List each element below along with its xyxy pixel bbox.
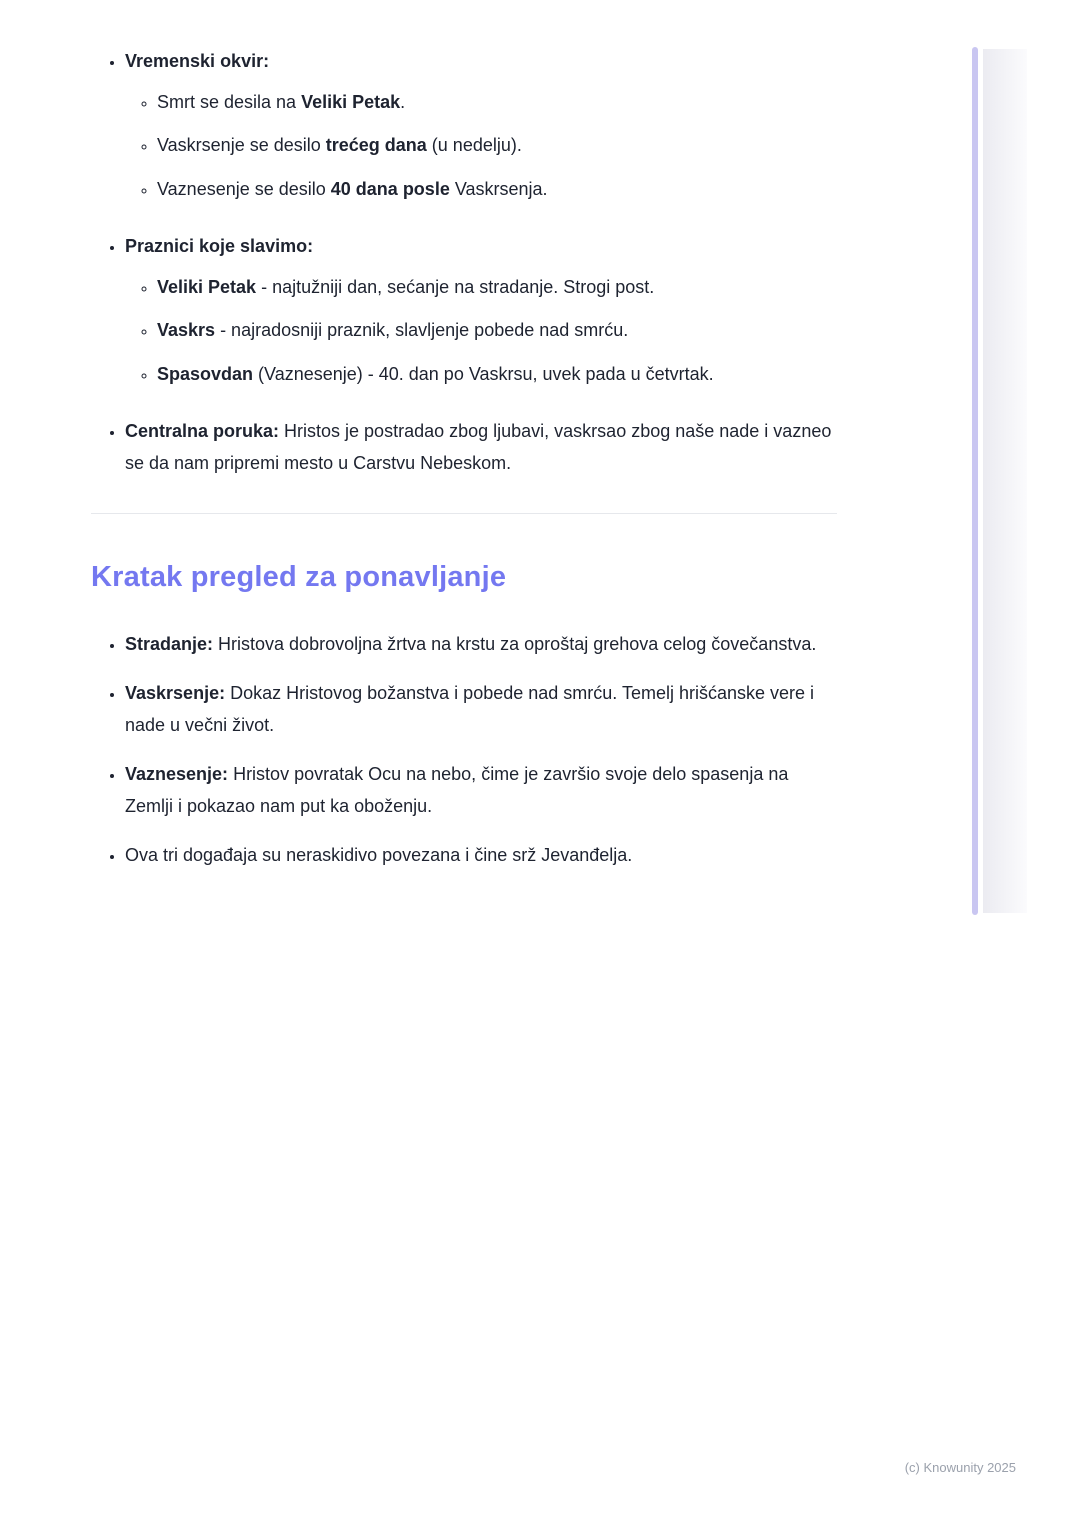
text-run: Vaznesenje se desilo — [157, 178, 331, 199]
text-run: Dokaz Hristovog božanstva i pobede nad smrću. Temelj hrišćanske vere i nade u večni život. — [125, 683, 815, 735]
text-run: - najradosniji praznik, slavljenje pobede nad smrću. — [215, 320, 629, 340]
text-run: Vaskrsenja. — [449, 178, 548, 199]
list-item — [157, 174, 837, 206]
list-item-vremenski — [125, 46, 837, 205]
document-content — [91, 46, 837, 890]
text-run: - najtužniji dan, sećanje na stradanje. Strogi post. — [256, 276, 655, 297]
text-run: . — [400, 91, 406, 112]
list-item-label: Praznici koje slavimo: — [125, 236, 314, 256]
praznici-sublist — [125, 272, 837, 391]
text-run: Ova tri događaja su neraskidivo povezana i čine srž Jevanđelja. — [125, 845, 633, 866]
text-run-bold: Vaskrsenje: — [125, 683, 226, 704]
list-item — [157, 130, 837, 162]
text-run-bold: Veliki Petak — [157, 276, 257, 297]
text-run: Hristova dobrovoljna žrtva na krstu za oproštaj grehova celog čovečanstva. — [213, 633, 817, 654]
copyright-text: (c) Knowunity 2025 — [904, 1460, 1016, 1475]
text-run-bold: Vaznesenje: — [125, 764, 229, 785]
scroll-indicator[interactable] — [972, 47, 978, 915]
text-run: Hristos je postradao zbog ljubavi, vaskrsao zbog naše nade i vazneo se da nam pripremi mesto u Carstvu Nebeskom. — [125, 421, 832, 473]
outline-list — [91, 46, 837, 479]
list-item — [157, 272, 837, 304]
list-item-label: Vremenski okvir: — [125, 51, 270, 71]
text-run-bold: Spasovdan — [157, 363, 254, 384]
text-run: Smrt se desila na — [157, 91, 302, 112]
text-run-bold: trećeg dana — [325, 135, 427, 155]
section-divider — [91, 513, 837, 514]
review-section-heading: Kratak pregled za ponavljanje — [91, 561, 507, 593]
text-run: Vaskrsenje se desilo — [157, 135, 326, 155]
text-run-bold: Veliki Petak — [301, 91, 401, 112]
list-item — [157, 315, 837, 347]
list-item — [125, 629, 837, 661]
text-run-bold: Vaskrs — [157, 320, 216, 340]
list-item — [125, 840, 837, 872]
list-item — [125, 759, 837, 822]
list-item — [157, 87, 837, 119]
list-item-praznici — [125, 231, 837, 390]
text-run-bold: Stradanje: — [125, 633, 214, 654]
page-side-column[interactable] — [983, 49, 1027, 913]
vremenski-sublist — [125, 87, 837, 206]
text-run-bold: 40 dana posle — [330, 178, 450, 199]
text-run: (u nedelju). — [426, 135, 522, 155]
review-list — [91, 629, 837, 872]
list-item-centralna-poruka — [125, 416, 837, 479]
list-item — [125, 678, 837, 741]
text-run: (Vaznesenje) - 40. dan po Vaskrsu, uvek pada u četvrtak. — [253, 363, 714, 384]
list-item — [157, 359, 837, 391]
text-run: Hristov povratak Ocu na nebo, čime je završio svoje delo spasenja na Zemlji i pokazao nam put ka oboženju. — [125, 764, 789, 816]
text-run-bold: Centralna poruka: — [125, 421, 280, 441]
